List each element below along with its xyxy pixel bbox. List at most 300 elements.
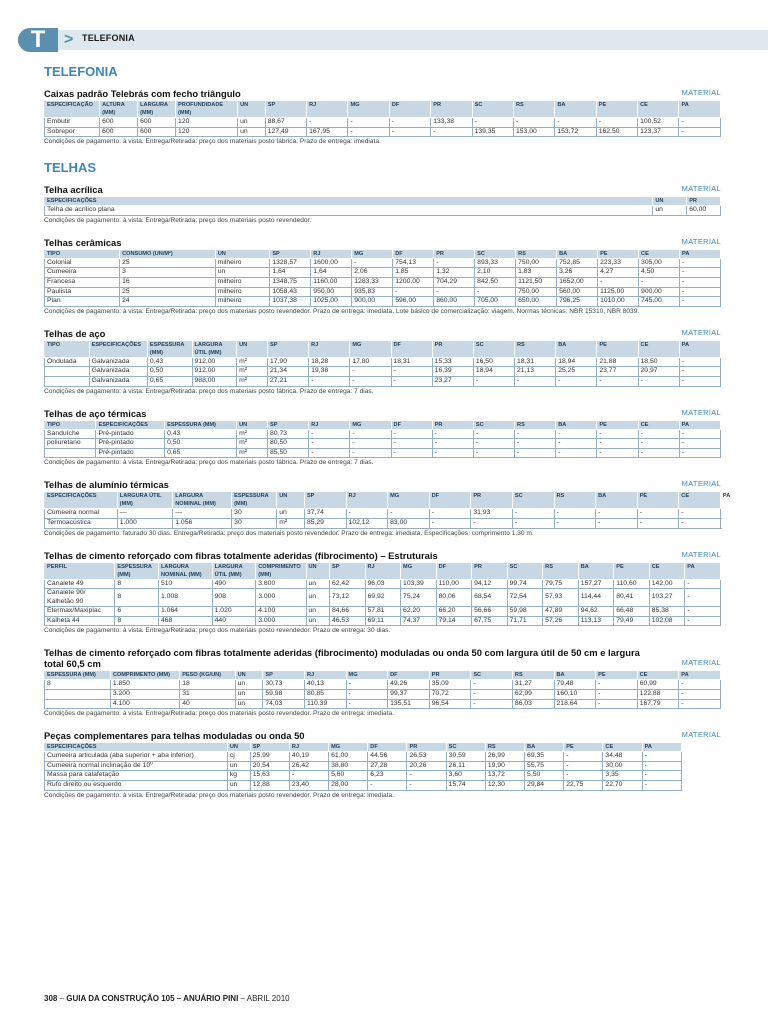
column-header: LARGURA (MM)	[138, 101, 176, 118]
table-cell: -	[434, 287, 475, 297]
table-row	[45, 771, 721, 781]
table-cell: -	[596, 118, 637, 128]
column-header: LARGURA NOMINAL (MM)	[173, 492, 232, 509]
table-cell: -	[596, 699, 638, 709]
table-row	[45, 429, 721, 439]
material-label: MATERIAL	[681, 88, 721, 97]
table-cell: -	[679, 367, 720, 377]
table-cell: 96,03	[365, 579, 401, 589]
table-cell: 72,54	[507, 589, 543, 607]
column-header: SC	[471, 671, 513, 680]
table-cell: 30,00	[603, 761, 642, 771]
chevron-right-icon: >	[64, 31, 74, 48]
table-row	[45, 287, 721, 297]
table-cell: 55,75	[525, 761, 564, 771]
table-cell: Francesa	[45, 277, 120, 287]
table-row	[45, 509, 721, 519]
column-header: PE	[598, 249, 639, 258]
column-header: BA	[596, 492, 638, 509]
table-cell: 73,12	[329, 589, 365, 607]
table-cell	[45, 367, 90, 377]
block-title: Telhas de cimento reforçado com fibras totalmente aderidas (fibrocimento) – Estruturais	[44, 549, 438, 561]
table-cell: 750,00	[516, 258, 557, 268]
table-cell: milheiro	[215, 297, 270, 307]
table-cell: -	[598, 277, 639, 287]
table-cell: 62,99	[512, 690, 554, 700]
table-cell: 218,64	[554, 699, 596, 709]
table-cell: -	[554, 509, 596, 519]
table-cell: -	[434, 258, 475, 268]
table-cell: -	[348, 127, 389, 137]
table-cell: 62,20	[401, 607, 437, 617]
price-block	[44, 730, 721, 799]
table-cell: -	[350, 448, 391, 458]
table-cell: 47,89	[543, 607, 579, 617]
table-cell: 22,75	[564, 781, 603, 791]
table-cell: -	[393, 287, 434, 297]
column-header: MG	[348, 101, 389, 118]
table-cell: 120	[176, 118, 238, 128]
table-cell: -	[637, 518, 679, 528]
table-cell: 1.000	[117, 518, 172, 528]
table-row	[45, 579, 721, 589]
table-cell: poliuretano	[45, 439, 96, 449]
table-cell: -	[350, 429, 391, 439]
table-cell: 84,66	[329, 607, 365, 617]
column-header: RS	[485, 743, 524, 752]
table-cell: 3	[120, 268, 216, 278]
column-header: UN	[215, 249, 270, 258]
table-cell: 26,11	[446, 761, 485, 771]
table-cell: 600	[100, 127, 138, 137]
table-cell: 1025,00	[311, 297, 352, 307]
table-cell: -	[515, 429, 556, 439]
table-cell: 893,33	[475, 258, 516, 268]
table-cell: —	[117, 509, 172, 519]
payment-conditions-note: Condições de pagamento: à vista. Entrega/Retirada: preço dos materiais posto fábrica. Prazo de entrega: 7 dias.	[44, 387, 374, 395]
table-cell: 103,39	[401, 579, 437, 589]
table-cell: 153,72	[555, 127, 596, 137]
table-row	[45, 781, 721, 791]
table-cell: 26,99	[485, 752, 524, 762]
table-cell: 133,38	[431, 118, 472, 128]
table-cell: -	[389, 118, 430, 128]
table-cell: kg	[227, 771, 250, 781]
payment-conditions-note: Condições de pagamento: à vista. Entrega/Retirada: preço dos materiais posto fábrica. Prazo de entrega: 7 dias.	[44, 459, 374, 467]
table-row	[45, 699, 721, 709]
table-cell: cj	[227, 752, 250, 762]
table-cell: -	[472, 118, 513, 128]
column-header: SC	[473, 420, 514, 429]
table-cell: 60,00	[687, 206, 721, 216]
table-cell: 5,50	[525, 771, 564, 781]
table-cell: -	[679, 690, 721, 700]
block-title: Telha acrílica	[44, 184, 103, 196]
table-cell: -	[638, 376, 679, 386]
table-cell: -	[309, 448, 350, 458]
table-cell: 167,95	[307, 127, 348, 137]
table-cell: 27,21	[267, 376, 308, 386]
table-cell: 860,00	[434, 297, 475, 307]
table-cell: 35,09	[429, 680, 471, 690]
table-cell: un	[238, 118, 266, 128]
price-block	[44, 550, 721, 636]
column-header: DF	[388, 671, 430, 680]
table-cell: -	[556, 376, 597, 386]
table-header-row	[45, 340, 721, 357]
table-row	[45, 680, 721, 690]
payment-conditions-note: Condições de pagamento: à vista. Entrega/Retirada: preço dos materiais posto fábrica. Prazo de entrega: imediata.	[44, 138, 381, 146]
table-row	[45, 448, 721, 458]
table-cell: -	[564, 752, 603, 762]
column-header: LARGURA NOMINAL (MM)	[159, 562, 213, 579]
price-block	[44, 328, 721, 396]
table-cell: 61,00	[329, 752, 368, 762]
table-cell: Etermax/Maxiplac	[45, 607, 115, 617]
table-cell: 19,90	[485, 761, 524, 771]
table-cell: 988,00	[192, 376, 237, 386]
table-cell: un	[215, 268, 270, 278]
table-cell: -	[515, 376, 556, 386]
table-cell: -	[391, 429, 432, 439]
material-label: MATERIAL	[681, 549, 721, 559]
column-header: UN	[235, 671, 263, 680]
table-cell: -	[309, 439, 350, 449]
table-cell: -	[680, 277, 721, 287]
table-cell: 23,77	[597, 367, 638, 377]
column-header: CONSUMO (UN/M²)	[120, 249, 216, 258]
payment-conditions-note: Condições de pagamento: à vista. Entrega/Retirada: preço dos materiais posto revendedor. Prazo de entrega: imediata.	[44, 710, 395, 718]
table-cell: 86,03	[512, 699, 554, 709]
table-header-row	[45, 197, 721, 206]
table-cell: 68,54	[472, 589, 508, 607]
column-header: RJ	[311, 249, 352, 258]
column-header: SP	[263, 671, 305, 680]
price-block	[44, 647, 721, 718]
table-cell: -	[685, 589, 721, 607]
column-header: RS	[516, 249, 557, 258]
table-cell: Galvanizada	[89, 367, 147, 377]
table-cell: -	[391, 439, 432, 449]
block-title: Peças complementares para telhas moduladas ou onda 50	[44, 730, 305, 742]
table-cell: 157,27	[578, 579, 614, 589]
table-row	[45, 589, 721, 607]
payment-conditions-note: Condições de pagamento: à vista. Entrega/Retirada: preço dos materiais posto revendedor. Prazo de entrega: imediata. Lote básico de comercialização: viagem. Normas técnicas: NBR 15310, NBR 8039.	[44, 307, 640, 315]
column-header: RJ	[289, 743, 328, 752]
table-cell: 66,48	[614, 607, 650, 617]
table-cell: -	[389, 127, 430, 137]
column-header: SC	[472, 101, 513, 118]
table-cell: -	[680, 258, 721, 268]
price-block	[44, 237, 721, 316]
column-header: ESPECIFICAÇÕES	[45, 492, 118, 509]
table-cell: 900,00	[352, 297, 393, 307]
column-header: DF	[393, 249, 434, 258]
column-header: PE	[597, 340, 638, 357]
table-cell: -	[513, 118, 554, 128]
table-header-row	[45, 492, 721, 509]
table-cell: -	[368, 781, 407, 791]
table-cell: 1,64	[311, 268, 352, 278]
column-header: CE	[638, 101, 679, 118]
table-cell: 16	[120, 277, 216, 287]
table-cell: -	[432, 429, 473, 439]
column-header: RS	[543, 562, 579, 579]
table-cell: 62,42	[329, 579, 365, 589]
table-cell: -	[555, 118, 596, 128]
table-cell: Cumeeira	[45, 268, 120, 278]
table-cell: 3,35	[603, 771, 642, 781]
column-header: RJ	[346, 492, 388, 509]
column-header: SP	[267, 340, 308, 357]
table-cell: 5,60	[329, 771, 368, 781]
column-header: RS	[515, 420, 556, 429]
table-cell: 25,99	[250, 752, 289, 762]
table-cell: 21,34	[267, 367, 308, 377]
table-cell: m²	[237, 357, 268, 367]
table-cell: 1037,38	[270, 297, 311, 307]
column-header: COMPRIMENTO (MM)	[110, 671, 179, 680]
table-cell: 1328,57	[270, 258, 311, 268]
column-header: PA	[685, 562, 721, 579]
table-cell: un	[227, 761, 250, 771]
price-block	[44, 88, 721, 146]
table-cell: 750,00	[516, 287, 557, 297]
table-cell: -	[471, 680, 513, 690]
column-header: RJ	[365, 562, 401, 579]
table-cell: 85,29	[304, 518, 346, 528]
price-block	[44, 184, 721, 225]
table-cell: -	[352, 258, 393, 268]
table-cell: 1.020	[212, 607, 256, 617]
table-cell: Plan	[45, 297, 120, 307]
table-cell: 17,90	[267, 357, 308, 367]
price-tables	[44, 62, 731, 812]
column-header: PE	[637, 492, 679, 509]
column-header: RS	[554, 492, 596, 509]
column-header: PR	[687, 197, 721, 206]
table-cell: -	[642, 781, 681, 791]
table-cell: -	[639, 277, 680, 287]
table-cell: -	[679, 680, 721, 690]
table-cell: 79,48	[554, 680, 596, 690]
table-cell: -	[475, 287, 516, 297]
column-header: PE	[596, 671, 638, 680]
block-title: Telhas cerâmicas	[44, 236, 122, 248]
table-cell: 60,99	[637, 680, 679, 690]
table-cell: -	[515, 439, 556, 449]
table-cell: -	[346, 509, 388, 519]
table-cell: 135,51	[388, 699, 430, 709]
table-cell: 560,00	[557, 287, 598, 297]
column-header: UN	[306, 562, 329, 579]
table-cell: 745,00	[639, 297, 680, 307]
column-header: LARGURA ÚTIL (MM)	[212, 562, 256, 579]
column-header: SP	[329, 562, 365, 579]
table-cell: 12,30	[485, 781, 524, 791]
table-cell: 79,49	[614, 616, 650, 626]
table-cell: -	[473, 429, 514, 439]
table-cell: 20,54	[250, 761, 289, 771]
table-cell: un	[227, 781, 250, 791]
column-header: UN	[237, 420, 268, 429]
table-cell: -	[679, 127, 721, 137]
table-cell	[45, 699, 111, 709]
table-cell: 600	[138, 118, 176, 128]
table-cell: 704,29	[434, 277, 475, 287]
column-header: BA	[556, 340, 597, 357]
table-cell: un	[235, 680, 263, 690]
table-cell: 120	[176, 127, 238, 137]
table-cell: -	[346, 690, 388, 700]
table-cell: 1.008	[159, 589, 213, 607]
table-cell: 19,38	[309, 367, 350, 377]
column-header: PA	[679, 101, 721, 118]
table-cell: 139,35	[472, 127, 513, 137]
table-row	[45, 376, 721, 386]
table-row	[45, 357, 721, 367]
table-cell: 23,27	[432, 376, 473, 386]
table-cell: 31,93	[471, 509, 513, 519]
table-cell: 57,26	[543, 616, 579, 626]
table-cell: 0,65	[147, 376, 192, 386]
table-cell: -	[431, 127, 472, 137]
table-cell: -	[471, 518, 513, 528]
price-table	[44, 742, 721, 790]
material-label: MATERIAL	[681, 479, 721, 489]
price-table	[44, 100, 721, 137]
table-cell: 8	[115, 579, 159, 589]
table-cell: 600	[138, 127, 176, 137]
column-header: SP	[304, 492, 346, 509]
table-cell: 114,44	[578, 589, 614, 607]
table-cell: Pré-pintado	[96, 439, 165, 449]
table-cell: 3.600	[256, 579, 306, 589]
table-cell: -	[564, 761, 603, 771]
column-header: PA	[679, 340, 720, 357]
column-header: PR	[471, 492, 513, 509]
table-cell: m²	[277, 518, 305, 528]
column-header: MG	[401, 562, 437, 579]
column-header: CE	[637, 671, 679, 680]
table-cell: m²	[237, 367, 268, 377]
column-header: DF	[391, 340, 432, 357]
section-name: TELEFONIA	[82, 33, 135, 43]
table-cell: 113,13	[578, 616, 614, 626]
column-header: SP	[250, 743, 289, 752]
column-header: RJ	[309, 420, 350, 429]
column-header: CE	[638, 340, 679, 357]
table-cell: 0,43	[147, 357, 192, 367]
table-cell: 23,40	[289, 781, 328, 791]
table-row	[45, 752, 721, 762]
table-cell: -	[348, 118, 389, 128]
table-cell: -	[471, 699, 513, 709]
table-cell: 69,92	[365, 589, 401, 607]
table-header-row	[45, 562, 721, 579]
table-cell: 8	[115, 616, 159, 626]
table-cell: 74,03	[263, 699, 305, 709]
table-cell: Rufo direito ou esquerdo	[45, 781, 228, 791]
table-cell: 34,48	[603, 752, 642, 762]
table-cell: -	[597, 439, 638, 449]
material-label: MATERIAL	[681, 184, 721, 194]
column-header: BA	[557, 249, 598, 258]
table-cell: 440	[212, 616, 256, 626]
table-cell: -	[346, 699, 388, 709]
table-cell: -	[515, 448, 556, 458]
table-cell: Massa para calafetação	[45, 771, 228, 781]
table-cell: -	[432, 439, 473, 449]
table-cell: -	[685, 607, 721, 617]
table-header-row	[45, 420, 721, 429]
table-cell: 29,84	[525, 781, 564, 791]
column-header: ESPESSURA (MM)	[115, 562, 159, 579]
table-cell: Ondulada	[45, 357, 90, 367]
material-label: MATERIAL	[681, 730, 721, 740]
table-cell: -	[679, 376, 720, 386]
table-cell: 80,50	[268, 439, 309, 449]
table-cell: Colonial	[45, 258, 120, 268]
table-cell: -	[638, 429, 679, 439]
table-cell: -	[680, 268, 721, 278]
table-cell: un	[653, 206, 687, 216]
column-header: PR	[407, 743, 446, 752]
table-cell: 103,27	[649, 589, 685, 607]
table-cell: 49,26	[388, 680, 430, 690]
column-header: PA	[679, 420, 720, 429]
column-header: SC	[507, 562, 543, 579]
material-label: MATERIAL	[681, 658, 721, 668]
column-header: PR	[429, 671, 471, 680]
table-cell: -	[429, 509, 471, 519]
column-header: PA	[680, 249, 721, 258]
table-cell: -	[407, 781, 446, 791]
column-header: MG	[350, 420, 391, 429]
table-row	[45, 439, 721, 449]
table-cell: 1200,00	[393, 277, 434, 287]
table-cell: -	[350, 376, 391, 386]
table-cell: -	[679, 518, 721, 528]
table-cell: 6	[115, 607, 159, 617]
table-cell: 4.100	[110, 699, 179, 709]
table-cell: 6,23	[368, 771, 407, 781]
table-cell: 3,60	[446, 771, 485, 781]
column-header: LARGURA ÚTIL (MM)	[117, 492, 172, 509]
column-header: BA	[525, 743, 564, 752]
table-cell: un	[306, 616, 329, 626]
table-cell: -	[350, 439, 391, 449]
table-cell: 37,74	[304, 509, 346, 519]
table-row	[45, 690, 721, 700]
table-row	[45, 206, 721, 216]
table-cell: 67,75	[472, 616, 508, 626]
price-table	[44, 340, 721, 387]
table-cell: un	[238, 127, 266, 137]
column-header: ESPECIFICAÇÕES	[45, 743, 228, 752]
table-cell: -	[680, 297, 721, 307]
table-cell: Sobrepor	[45, 127, 100, 137]
page-header	[18, 28, 758, 52]
table-cell: -	[512, 518, 554, 528]
table-cell: -	[685, 579, 721, 589]
table-cell: Pré-pintado	[96, 429, 165, 439]
column-header: TIPO	[45, 420, 96, 429]
table-cell: 950,00	[311, 287, 352, 297]
column-header: PR	[431, 101, 472, 118]
table-cell: 1,64	[270, 268, 311, 278]
table-cell: -	[346, 680, 388, 690]
